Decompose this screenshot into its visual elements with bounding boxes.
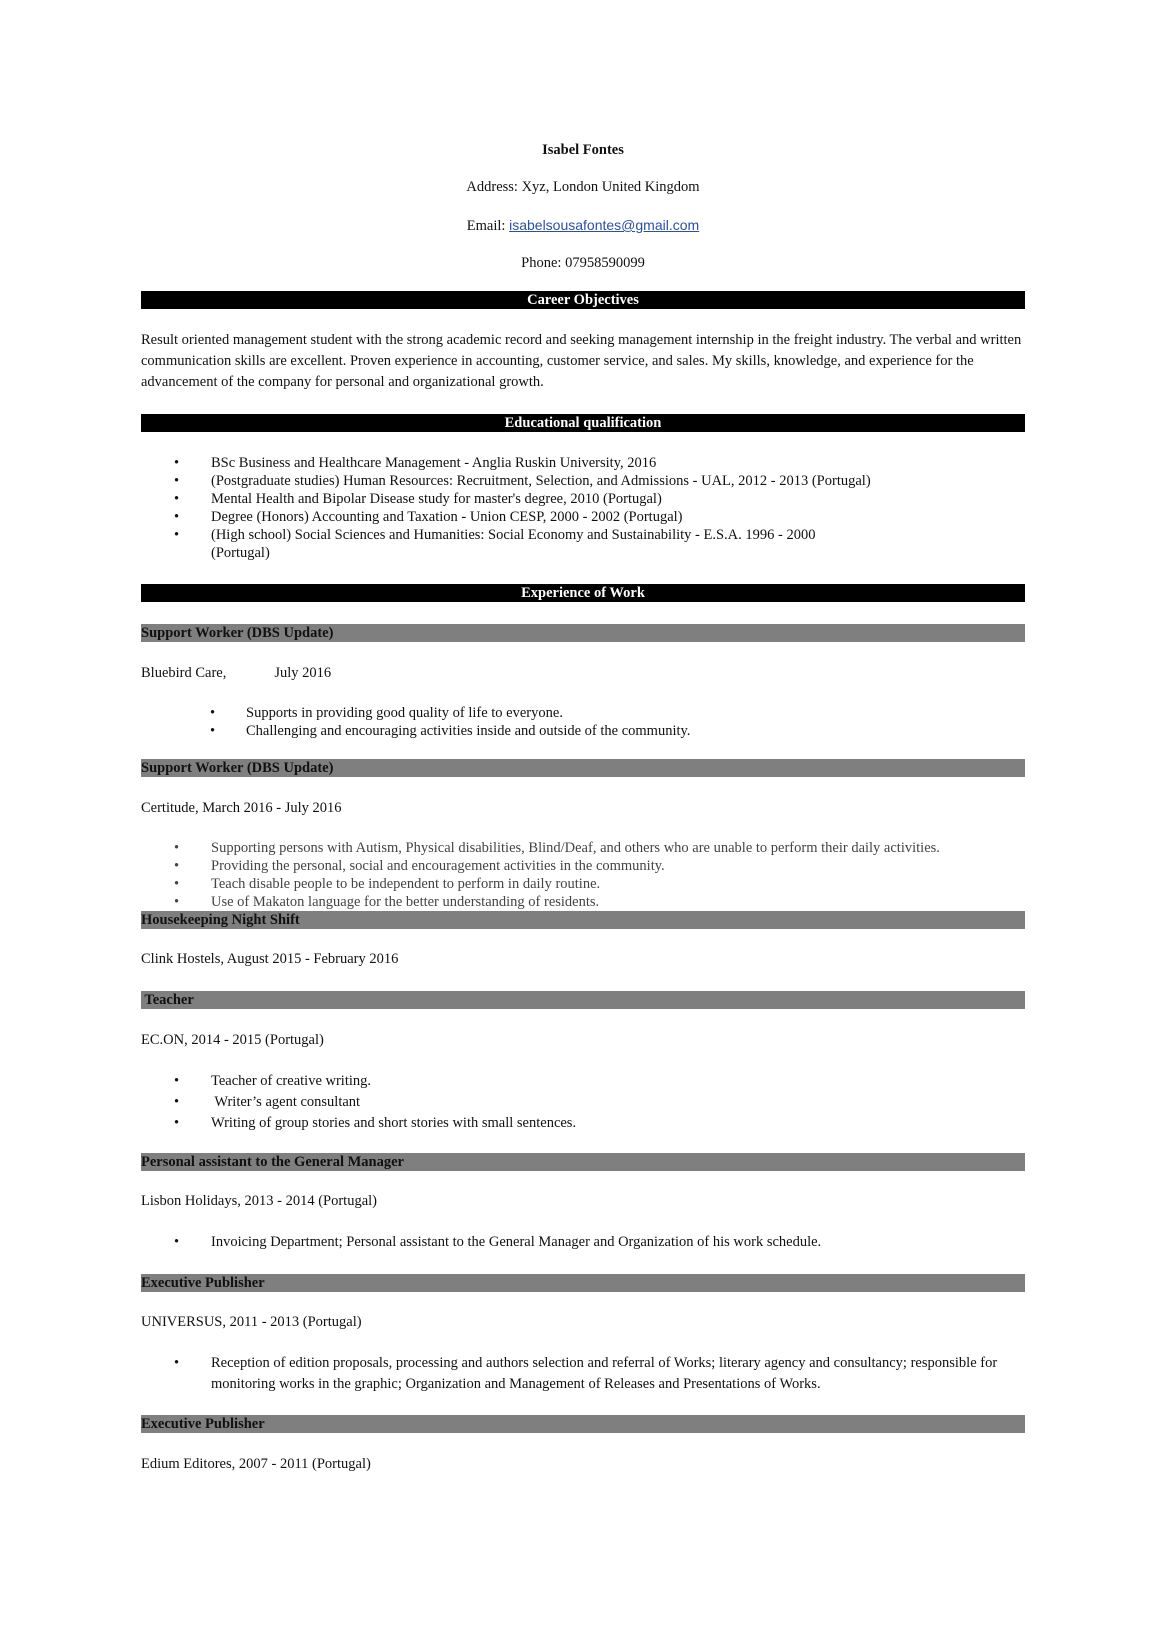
bullet-icon: • [174, 1234, 180, 1250]
email-line [141, 216, 1025, 235]
job-employer: Lisbon Holidays, 2013 - 2014 (Portugal) [141, 1193, 378, 1209]
bullet-icon: • [174, 1115, 180, 1131]
job-title: Executive Publisher [141, 1274, 1025, 1292]
bullet-icon: • [174, 858, 180, 874]
list-item-continuation: (Portugal) [211, 545, 270, 561]
job-duties [141, 1353, 1025, 1395]
career-objectives-heading: Career Objectives [141, 291, 1025, 309]
bullet-icon: • [174, 876, 180, 892]
bullet-icon: • [174, 491, 180, 507]
job-duties [141, 1232, 821, 1253]
phone-line: Phone: 07958590099 [521, 255, 645, 271]
list-item: • Writer’s agent consultant [141, 1092, 576, 1113]
list-item: • Reception of edition proposals, processing and authors selection and referral of Works; literary agency and consultancy; responsible for monitoring works in the graphic; Organization and Management of Releases and Presentations of Works. [174, 1355, 998, 1392]
email-link[interactable]: isabelsousafontes@gmail.com [509, 217, 700, 233]
list-item: • Supports in providing good quality of life to everyone. [210, 705, 563, 721]
bullet-icon: • [174, 1094, 180, 1110]
job-duties [141, 839, 940, 911]
job-employer: Bluebird Care, July 2016 [141, 665, 332, 681]
list-item: • Degree (Honors) Accounting and Taxation - Union CESP, 2000 - 2002 (Portugal) [174, 509, 683, 525]
job-title: Teacher [141, 991, 1025, 1009]
job-duties [141, 704, 690, 740]
job-title: Support Worker (DBS Update) [141, 624, 1025, 642]
experience-heading: Experience of Work [141, 584, 1025, 602]
list-item: • Teacher of creative writing. [141, 1071, 576, 1092]
career-objectives-text: Result oriented management student with the strong academic record and seeking management internship in the freight industry. The verbal and written communication skills are excellent. Proven experience in accounting, customer service, and sales. My skills, knowledge, and experience for the advancement of the company for personal and organizational growth. [141, 332, 1022, 390]
job-title: Personal assistant to the General Manager [141, 1153, 1025, 1171]
list-item: • Challenging and encouraging activities inside and outside of the community. [210, 723, 691, 739]
list-item: • (High school) Social Sciences and Humanities: Social Economy and Sustainability - E.S.A. 1996 - 2000 [174, 527, 816, 543]
list-item: • Teach disable people to be independent to perform in daily routine. [174, 876, 601, 892]
job-date: July 2016 [274, 665, 332, 681]
education-list [141, 454, 871, 562]
bullet-icon: • [174, 894, 180, 910]
bullet-icon: • [174, 527, 180, 543]
bullet-icon: • [174, 1355, 180, 1371]
job-employer: Certitude, March 2016 - July 2016 [141, 800, 342, 816]
job-employer: EC.ON, 2014 - 2015 (Portugal) [141, 1032, 324, 1048]
list-item: • Mental Health and Bipolar Disease study for master's degree, 2010 (Portugal) [174, 491, 662, 507]
candidate-name: Isabel Fontes [542, 142, 624, 158]
list-item: • Writing of group stories and short stories with small sentences. [141, 1113, 576, 1134]
education-heading: Educational qualification [141, 414, 1025, 432]
list-item: • Providing the personal, social and encouragement activities in the community. [174, 858, 665, 874]
list-item: • (Postgraduate studies) Human Resources: Recruitment, Selection, and Admissions - UAL, 2012 - 2013 (Portugal) [174, 473, 871, 489]
job-title: Housekeeping Night Shift [141, 911, 1025, 929]
list-item: • Supporting persons with Autism, Physical disabilities, Blind/Deaf, and others who are unable to perform their daily activities. [174, 840, 940, 856]
job-employer: UNIVERSUS, 2011 - 2013 (Portugal) [141, 1314, 362, 1330]
address-line: Address: Xyz, London United Kingdom [466, 179, 700, 195]
bullet-icon: • [174, 473, 180, 489]
resume-page [141, 0, 1025, 1638]
job-title: Executive Publisher [141, 1415, 1025, 1433]
list-item: • BSc Business and Healthcare Management - Anglia Ruskin University, 2016 [174, 455, 657, 471]
bullet-icon: • [210, 705, 216, 721]
bullet-icon: • [174, 509, 180, 525]
list-item: • Use of Makaton language for the better understanding of residents. [174, 894, 600, 910]
bullet-icon: • [174, 455, 180, 471]
bullet-icon: • [174, 1073, 180, 1089]
job-duties [141, 1071, 576, 1134]
job-employer: Edium Editores, 2007 - 2011 (Portugal) [141, 1456, 371, 1472]
job-title: Support Worker (DBS Update) [141, 759, 1025, 777]
list-item: • Invoicing Department; Personal assistant to the General Manager and Organization of his work schedule. [141, 1232, 821, 1253]
bullet-icon: • [210, 723, 216, 739]
job-employer: Clink Hostels, August 2015 - February 2016 [141, 951, 399, 967]
bullet-icon: • [174, 840, 180, 856]
email-label: Email: [466, 218, 510, 234]
